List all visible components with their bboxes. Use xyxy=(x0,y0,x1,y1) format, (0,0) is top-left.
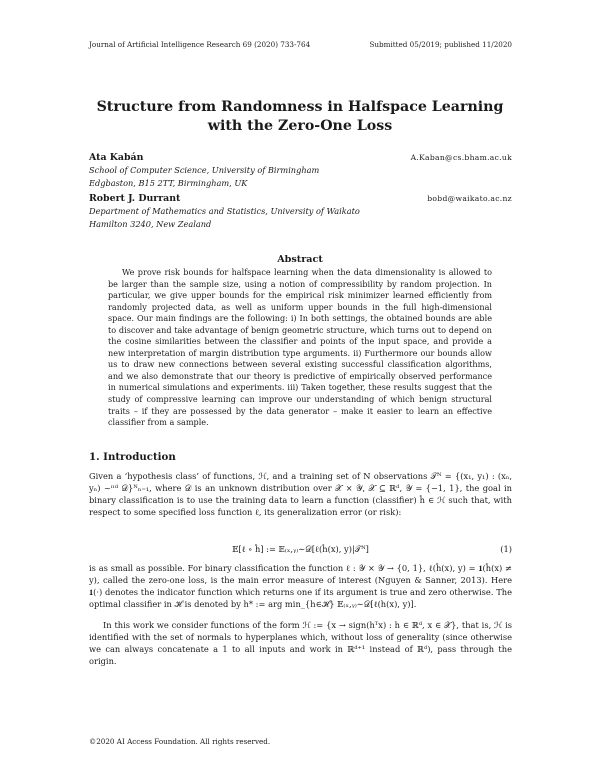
equation-text: 𝔼[ℓ ∘ ĥ] := 𝔼₍ₓ,ᵧ₎∼𝒟[ℓ(ĥ(x), y)|𝒯ᴺ] xyxy=(232,544,369,554)
author-email: A.Kaban@cs.bham.ac.uk xyxy=(410,153,512,162)
affiliation-line: School of Computer Science, University of Birmingham xyxy=(89,165,320,175)
abstract-heading: Abstract xyxy=(277,254,323,265)
abstract-text: We prove risk bounds for halfspace learning when the data dimensionality is allowed to be larger than the sample size, using a notion of compressibility by random projection. In particular, we give upper bounds for the empirical risk minimizer learned efficiently from randomly projected data, as well as uniform upper bounds in the full high-dimensional space. Our main findings are the following: i) In both settings, the obtained bounds are able to discover and take advantage of benign geometric structure, which turns out to depend on the cosine similarities between the classifier and points of the input space, and provide a new interpretation of margin distribution type arguments. ii) Furthermore our bounds allow us to draw new connections between several existing successful classification algorithms, and we also demonstrate that our theory is predictive of empirically observed performance in numerical simulations and experiments. iii) Taken together, these results suggest that the study of compressive learning can improve our understanding of which benign structural traits – if they are possessed by the data generator – make it easier to learn an effective classifier from a sample. xyxy=(108,267,492,428)
title-line-2: with the Zero-One Loss xyxy=(207,118,393,134)
author-affiliation xyxy=(89,164,319,189)
equation-1 xyxy=(89,544,512,558)
body-paragraph: is as small as possible. For binary classification the function ℓ : 𝒴 × 𝒴 → {0, 1}, ℓ(ĥ(x), y) = 𝟏(ĥ(x) ≠ y), called the zero-one loss, is the main error measure of interest (Nguyen & Sanner, 2013). Here 𝟏(·) denotes the indicator function which returns one if its argument is true and zero otherwise. The optimal classifier in ℋ is denoted by h* := arg min_{h∈ℋ} 𝔼₍ₓ,ᵧ₎∼𝒟[ℓ(h(x), y)]. xyxy=(89,563,512,609)
submission-dates: Submitted 05/2019; published 11/2020 xyxy=(369,40,512,49)
author-affiliation xyxy=(89,205,360,230)
affiliation-line: Department of Mathematics and Statistics, University of Waikato xyxy=(89,206,360,216)
body-paragraph: In this work we consider functions of the form ℋ := {x → sign(hᵀx) : h ∈ ℝᵈ, x ∈ 𝒳}, that is, ℋ is identified with the set of normals to hyperplanes which, without loss of generality (since otherwise we can always concatenate a 1 to all inputs and work in ℝᵈ⁺¹ instead of ℝᵈ), pass through the origin. xyxy=(89,620,512,666)
title-line-1: Structure from Randomness in Halfspace Learning xyxy=(96,99,504,115)
paper-title xyxy=(60,98,540,136)
journal-header: Journal of Artificial Intelligence Research 69 (2020) 733-764 xyxy=(89,40,311,49)
author-name: Robert J. Durrant xyxy=(89,193,181,204)
affiliation-line: Hamilton 3240, New Zealand xyxy=(89,218,212,229)
copyright-footer: ©2020 AI Access Foundation. All rights reserved. xyxy=(89,737,271,746)
author-name: Ata Kabán xyxy=(89,152,144,163)
affiliation-line: Edgbaston, B15 2TT, Birmingham, UK xyxy=(89,177,248,188)
equation-number: (1) xyxy=(500,544,512,554)
body-paragraph: Given a ‘hypothesis class’ of functions, ℋ, and a training set of N observations 𝒯ᴺ = {(x₁, y₁) : (xₙ, yₙ) ~ᶦᶦᵈ 𝒟}ᴺₙ₌₁, where 𝒟 is an unknown distribution over 𝒳 × 𝒴, 𝒳 ⊆ ℝᵈ, 𝒴 = {−1, 1}, the goal in binary classification is to use the training data to learn a function (classifier) ĥ ∈ ℋ such that, with respect to some specified loss function ℓ, its generalization error (or risk): xyxy=(89,471,512,517)
section-heading: 1. Introduction xyxy=(89,451,176,463)
author-email: bobd@waikato.ac.nz xyxy=(427,194,512,203)
